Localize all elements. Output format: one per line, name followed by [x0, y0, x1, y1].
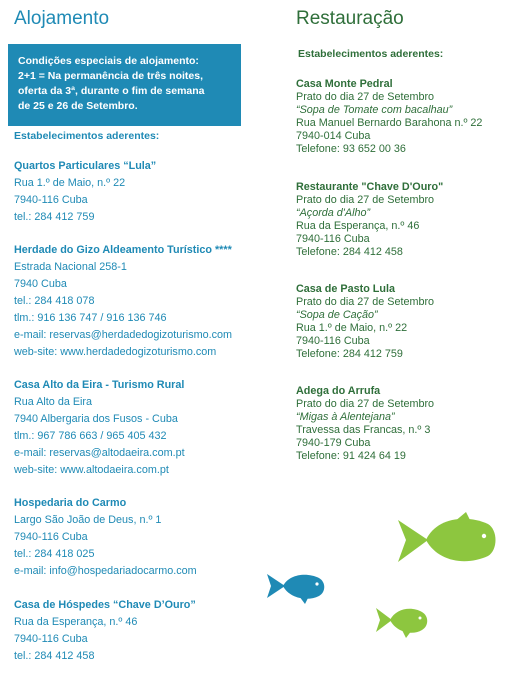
entry-line: 7940-116 Cuba: [296, 335, 370, 347]
dish-date: Prato do dia 27 de Setembro: [296, 398, 435, 410]
entry-line: tel.: 284 418 025: [14, 548, 95, 560]
entry-line: 7940 Cuba: [14, 278, 67, 290]
dish-name: “Sopa de Tomate com bacalhau”: [296, 104, 453, 116]
restauracao-heading: Restauração: [296, 8, 404, 29]
entry-title: Casa Alto da Eira - Turismo Rural: [14, 379, 185, 391]
entry-line: 7940-116 Cuba: [14, 194, 88, 206]
fish-green-small-icon: [374, 604, 430, 638]
entry-line: Telefone: 284 412 759: [296, 348, 403, 360]
dish-date: Prato do dia 27 de Setembro: [296, 194, 435, 206]
entry-title: Adega do Arrufa: [296, 385, 381, 397]
entry-line: tel.: 284 412 759: [14, 211, 95, 223]
list-item: [14, 158, 156, 226]
list-item: [296, 78, 482, 156]
promo-line: oferta da 3ª, durante o fim de semana: [18, 85, 205, 97]
entry-title: Restaurante "Chave D'Ouro": [296, 181, 444, 193]
entry-line: Telefone: 91 424 64 19: [296, 450, 406, 462]
entry-line: tel.: 284 418 078: [14, 295, 95, 307]
entry-title: Hospedaria do Carmo: [14, 497, 127, 509]
entry-line: 7940-116 Cuba: [14, 531, 88, 543]
entry-line: 7940-116 Cuba: [296, 233, 370, 245]
entry-line: tlm.: 967 786 663 / 965 405 432: [14, 430, 167, 442]
entry-line: Rua da Esperança, n.º 46: [14, 616, 138, 628]
entry-line: Travessa das Francas, n.º 3: [296, 424, 431, 436]
website-link[interactable]: web-site: www.herdadedogizoturismo.com: [14, 346, 217, 358]
email-link[interactable]: e-mail: info@hospedariadocarmo.com: [14, 565, 197, 577]
promo-line: Condições especiais de alojamento:: [18, 55, 199, 67]
dish-name: “Migas à Alentejana”: [296, 411, 395, 423]
list-item: [296, 283, 434, 361]
dish-date: Prato do dia 27 de Setembro: [296, 91, 435, 103]
entry-title: Quartos Particulares “Lula”: [14, 160, 157, 172]
entry-line: Rua Manuel Bernardo Barahona n.º 22: [296, 117, 483, 129]
website-link[interactable]: web-site: www.altodaeira.com.pt: [14, 464, 169, 476]
list-item: [296, 181, 443, 259]
fish-blue-icon: [265, 568, 327, 604]
entry-line: Rua Alto da Eira: [14, 396, 93, 408]
entry-title: Casa de Pasto Lula: [296, 283, 396, 295]
entry-line: tel.: 284 412 458: [14, 650, 95, 662]
dish-name: “Sopa de Cação”: [296, 309, 378, 321]
list-item: [14, 377, 185, 479]
email-link[interactable]: e-mail: reservas@altodaeira.com.pt: [14, 447, 185, 459]
entry-line: Telefone: 284 412 458: [296, 246, 403, 258]
entry-line: 7940-014 Cuba: [296, 130, 371, 142]
alojamento-subheading: Estabelecimentos aderentes:: [14, 130, 160, 142]
entry-line: 7940 Albergaria dos Fusos - Cuba: [14, 413, 178, 425]
promo-line: de 25 e 26 de Setembro.: [18, 100, 138, 112]
entry-title: Casa Monte Pedral: [296, 78, 393, 90]
entry-line: Rua 1.º de Maio, n.º 22: [296, 322, 408, 334]
fish-green-large-icon: [396, 510, 500, 570]
restauracao-subheading: Estabelecimentos aderentes:: [298, 48, 444, 60]
email-link[interactable]: e-mail: reservas@herdadedogizoturismo.com: [14, 329, 232, 341]
entry-line: Rua da Esperança, n.º 46: [296, 220, 420, 232]
entry-title: Herdade do Gizo Aldeamento Turístico ****: [14, 244, 232, 256]
entry-line: Rua 1.º de Maio, n.º 22: [14, 177, 126, 189]
entry-line: Largo São João de Deus, n.º 1: [14, 514, 162, 526]
entry-line: Telefone: 93 652 00 36: [296, 143, 406, 155]
list-item: [14, 495, 197, 580]
entry-line: tlm.: 916 136 747 / 916 136 746: [14, 312, 167, 324]
list-item: [296, 385, 434, 463]
list-item: [14, 597, 196, 665]
promo-line: 2+1 = Na permanência de três noites,: [18, 70, 204, 82]
alojamento-heading: Alojamento: [14, 8, 110, 29]
list-item: [14, 242, 232, 361]
entry-line: 7940-179 Cuba: [296, 437, 371, 449]
entry-line: 7940-116 Cuba: [14, 633, 88, 645]
promo-box: [8, 44, 241, 126]
dish-name: “Açorda d'Alho”: [296, 207, 371, 219]
entry-line: Estrada Nacional 258-1: [14, 261, 127, 273]
entry-title: Casa de Hóspedes “Chave D’Ouro”: [14, 599, 196, 611]
dish-date: Prato do dia 27 de Setembro: [296, 296, 435, 308]
